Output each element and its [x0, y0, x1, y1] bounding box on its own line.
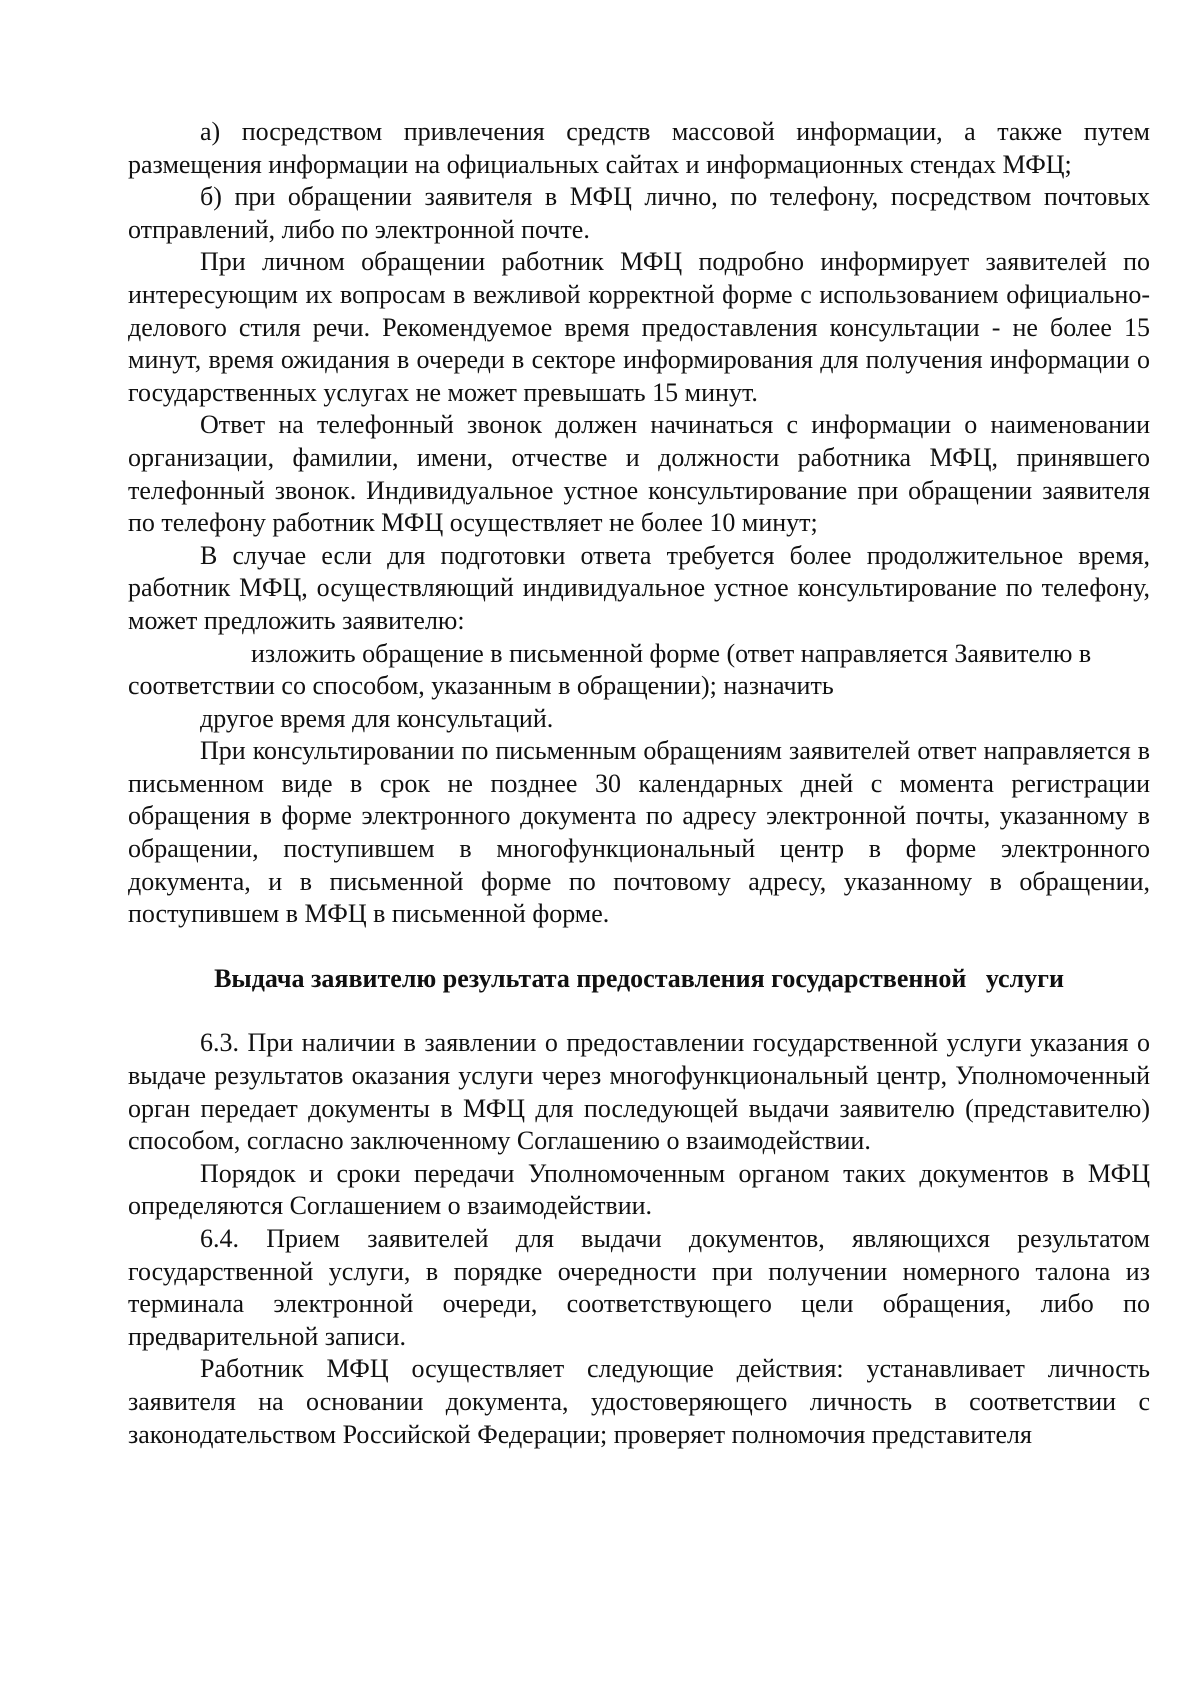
paragraph-personal-consultation: При личном обращении работник МФЦ подробно информирует заявителей по интересующим их вопросам в вежливой корректной форме с использованием официально-делового стиля речи. Рекомендуемое время предоставления консультации - не более 15 минут, время ожидания в очереди в секторе информирования для получения информации о государственных услугах не может превышать 15 минут.: [128, 247, 1150, 407]
paragraph-other-time: другое время для консультаций.: [200, 703, 554, 733]
paragraph-6-4: 6.4. Прием заявителей для выдачи документов, являющихся результатом государственной услуги, в порядке очередности при получении номерного талона из терминала электронной очереди, соответствующего цели обращения, либо по предварительной записи.: [128, 1224, 1150, 1351]
paragraph-worker-actions: Работник МФЦ осуществляет следующие действия: устанавливает личность заявителя на основании документа, удостоверяющего личность в соответствии с законодательством Российской Федерации; проверяет полномочия представителя: [128, 1354, 1150, 1449]
section-heading: Выдача заявителю результата предоставления государственной услуги: [214, 963, 1064, 993]
paragraph-info-media: а) посредством привлечения средств массовой информации, а также путем размещения информации на официальных сайтах и информационных стендах МФЦ;: [128, 117, 1150, 179]
paragraph-transfer-order: Порядок и сроки передачи Уполномоченным органом таких документов в МФЦ определяются Соглашением о взаимодействии.: [128, 1158, 1150, 1221]
paragraph-info-personal: б) при обращении заявителя в МФЦ лично, по телефону, посредством почтовых отправлений, либо по электронной почте.: [128, 182, 1150, 244]
document-page: [128, 116, 1150, 1451]
paragraph-longer-time: В случае если для подготовки ответа требуется более продолжительное время, работник МФЦ, осуществляющий индивидуальное устное консультирование по телефону, может предложить заявителю:: [128, 540, 1150, 635]
paragraph-phone-answer: Ответ на телефонный звонок должен начинаться с информации о наименовании организации, фамилии, имени, отчестве и должности работника МФЦ, принявшего телефонный звонок. Индивидуальное устное консультирование при обращении заявителя по телефону работник МФЦ осуществляет не более 10 минут;: [128, 410, 1150, 538]
paragraph-written-consultation: При консультировании по письменным обращениям заявителей ответ направляется в письменном виде в срок не позднее 30 календарных дней с момента регистрации обращения в форме электронного документа по адресу электронной почты, указанному в обращении, поступившем в многофункциональный центр в форме электронного документа, и в письменной форме по почтовому адресу, указанному в обращении, поступившем в МФЦ в письменной форме.: [128, 736, 1150, 929]
paragraph-6-3: 6.3. При наличии в заявлении о предоставлении государственной услуги указания о выдаче результатов оказания услуги через многофункциональный центр, Уполномоченный орган передает документы в МФЦ для последующей выдачи заявителю (представителю) способом, согласно заключенному Соглашению о взаимодействии.: [128, 1028, 1150, 1156]
paragraph-written-request: изложить обращение в письменной форме (ответ направляется Заявителю в соответствии со способом, указанным в обращении); назначить: [128, 638, 1092, 701]
